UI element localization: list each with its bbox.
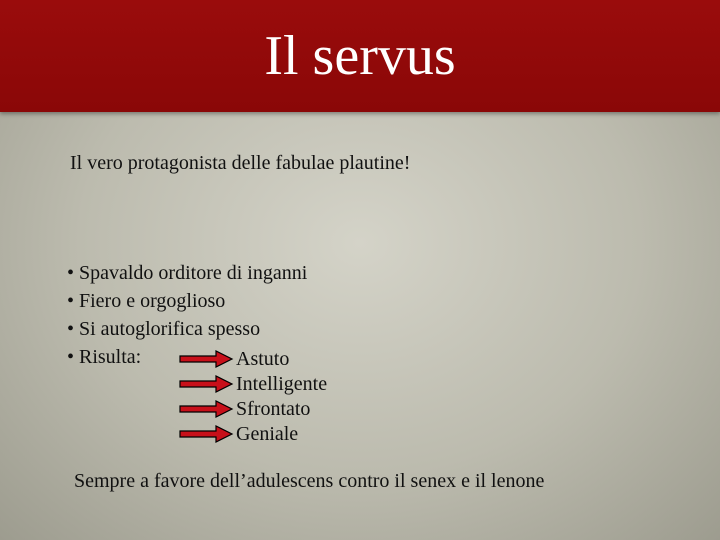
- trait-item: Sfrontato: [236, 398, 311, 420]
- bullet-item: • Fiero e orgoglioso: [67, 290, 226, 312]
- trait-item: Geniale: [236, 423, 299, 445]
- trait-item: Intelligente: [236, 373, 328, 395]
- slide-footer: Sempre a favore dell’adulescens contro il senex e il lenone: [74, 470, 545, 492]
- right-arrow-icon: [180, 376, 232, 392]
- trait-item: Astuto: [236, 348, 290, 370]
- bullet-item: • Risulta:: [67, 346, 142, 368]
- right-arrow-icon: [180, 426, 232, 442]
- bullet-item: • Spavaldo orditore di inganni: [67, 262, 308, 284]
- bullet-item: • Si autoglorifica spesso: [67, 318, 261, 340]
- arrow-icons: [178, 349, 234, 445]
- slide-title: Il servus: [264, 25, 456, 87]
- trait-list: [236, 346, 327, 446]
- right-arrow-icon: [180, 401, 232, 417]
- slide-subtitle: Il vero protagonista delle fabulae plautine!: [70, 152, 411, 174]
- right-arrow-icon: [180, 351, 232, 367]
